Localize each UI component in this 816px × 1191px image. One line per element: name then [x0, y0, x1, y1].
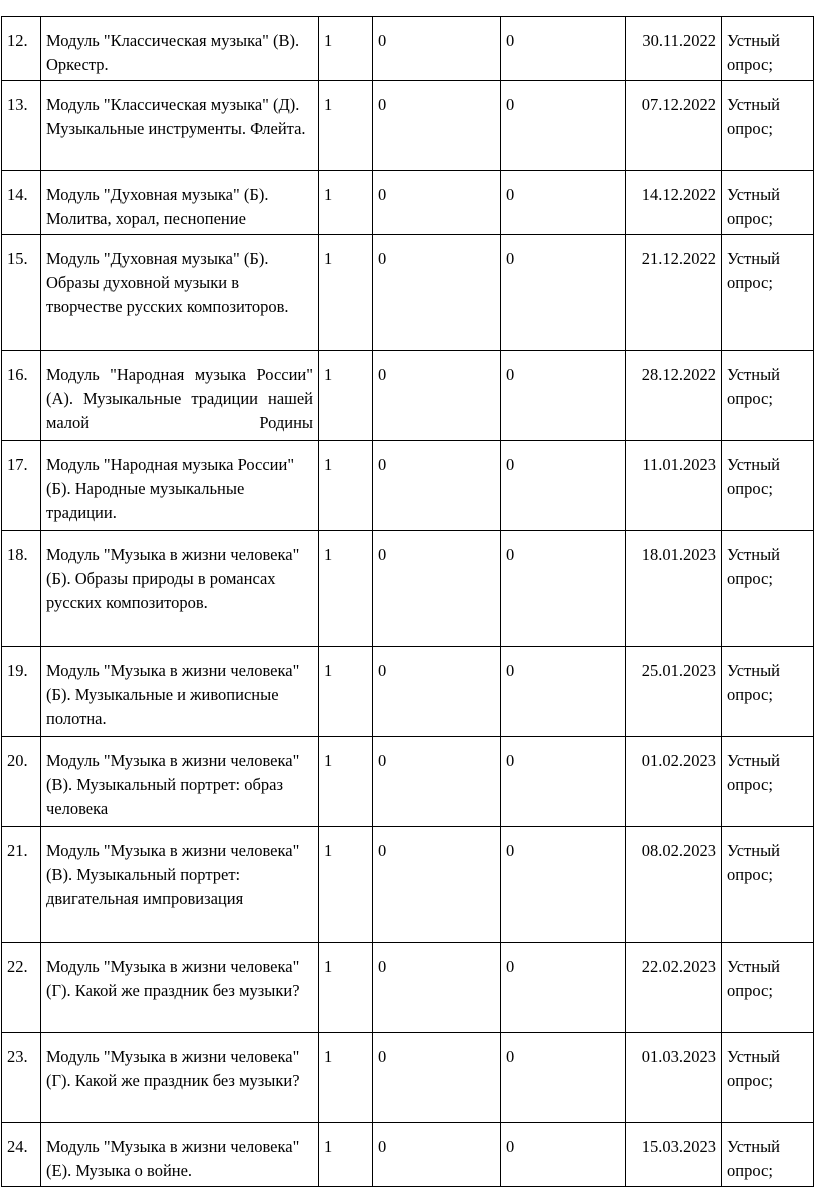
hours-control: 0: [373, 1033, 501, 1123]
control-form: Устный опрос;: [722, 441, 814, 531]
lesson-date: 21.12.2022: [626, 235, 722, 351]
hours-total: 1: [319, 171, 373, 235]
row-number: 14.: [2, 171, 41, 235]
table-row: [2, 827, 814, 943]
lesson-date: 01.03.2023: [626, 1033, 722, 1123]
table-row: [2, 351, 814, 441]
lesson-topic: Модуль "Музыка в жизни человека" (В). Музыкальный портрет: двигательная импровизация: [41, 827, 319, 943]
hours-control: 0: [373, 17, 501, 81]
hours-total: 1: [319, 441, 373, 531]
row-number: 19.: [2, 647, 41, 737]
table-row: [2, 81, 814, 171]
lesson-date: 15.03.2023: [626, 1123, 722, 1187]
hours-total: 1: [319, 351, 373, 441]
hours-total: 1: [319, 531, 373, 647]
lesson-topic: Модуль "Духовная музыка" (Б). Молитва, хорал, песнопение: [41, 171, 319, 235]
hours-total: 1: [319, 17, 373, 81]
lesson-topic: Модуль "Музыка в жизни человека" (Е). Музыка о войне.: [41, 1123, 319, 1187]
hours-control: 0: [373, 81, 501, 171]
lesson-topic: Модуль "Музыка в жизни человека" (Б). Образы природы в романсах русских композиторов.: [41, 531, 319, 647]
control-form: Устный опрос;: [722, 351, 814, 441]
hours-practice: 0: [501, 17, 626, 81]
table-row: [2, 17, 814, 81]
hours-control: 0: [373, 943, 501, 1033]
hours-control: 0: [373, 737, 501, 827]
hours-total: 1: [319, 1033, 373, 1123]
lesson-topic: Модуль "Духовная музыка" (Б). Образы духовной музыки в творчестве русских композиторов.: [41, 235, 319, 351]
hours-control: 0: [373, 171, 501, 235]
lesson-date: 22.02.2023: [626, 943, 722, 1033]
hours-control: 0: [373, 235, 501, 351]
hours-control: 0: [373, 647, 501, 737]
table-row: [2, 1033, 814, 1123]
hours-total: 1: [319, 81, 373, 171]
control-form: Устный опрос;: [722, 235, 814, 351]
hours-practice: 0: [501, 351, 626, 441]
hours-practice: 0: [501, 737, 626, 827]
table-row: [2, 737, 814, 827]
row-number: 13.: [2, 81, 41, 171]
hours-total: 1: [319, 827, 373, 943]
row-number: 18.: [2, 531, 41, 647]
table-row: [2, 1123, 814, 1187]
table-row: [2, 171, 814, 235]
row-number: 16.: [2, 351, 41, 441]
lesson-plan-table: [1, 16, 814, 1187]
hours-practice: 0: [501, 235, 626, 351]
hours-practice: 0: [501, 81, 626, 171]
lesson-topic: Модуль "Классическая музыка" (Д). Музыкальные инструменты. Флейта.: [41, 81, 319, 171]
row-number: 15.: [2, 235, 41, 351]
control-form: Устный опрос;: [722, 1123, 814, 1187]
hours-practice: 0: [501, 1123, 626, 1187]
lesson-date: 25.01.2023: [626, 647, 722, 737]
row-number: 17.: [2, 441, 41, 531]
control-form: Устный опрос;: [722, 827, 814, 943]
lesson-date: 30.11.2022: [626, 17, 722, 81]
hours-control: 0: [373, 827, 501, 943]
hours-practice: 0: [501, 441, 626, 531]
hours-total: 1: [319, 235, 373, 351]
lesson-topic: Модуль "Музыка в жизни человека" (Г). Какой же праздник без музыки?: [41, 943, 319, 1033]
row-number: 21.: [2, 827, 41, 943]
control-form: Устный опрос;: [722, 531, 814, 647]
hours-practice: 0: [501, 647, 626, 737]
lesson-date: 18.01.2023: [626, 531, 722, 647]
control-form: Устный опрос;: [722, 647, 814, 737]
hours-control: 0: [373, 1123, 501, 1187]
lesson-topic: Модуль "Музыка в жизни человека" (Г). Какой же праздник без музыки?: [41, 1033, 319, 1123]
hours-total: 1: [319, 1123, 373, 1187]
control-form: Устный опрос;: [722, 17, 814, 81]
control-form: Устный опрос;: [722, 737, 814, 827]
row-number: 24.: [2, 1123, 41, 1187]
hours-practice: 0: [501, 531, 626, 647]
row-number: 20.: [2, 737, 41, 827]
hours-control: 0: [373, 351, 501, 441]
hours-total: 1: [319, 647, 373, 737]
table-row: [2, 441, 814, 531]
lesson-topic: Модуль "Музыка в жизни человека" (В). Музыкальный портрет: образ человека: [41, 737, 319, 827]
lesson-date: 07.12.2022: [626, 81, 722, 171]
row-number: 12.: [2, 17, 41, 81]
row-number: 23.: [2, 1033, 41, 1123]
control-form: Устный опрос;: [722, 943, 814, 1033]
control-form: Устный опрос;: [722, 1033, 814, 1123]
row-number: 22.: [2, 943, 41, 1033]
hours-practice: 0: [501, 1033, 626, 1123]
hours-practice: 0: [501, 171, 626, 235]
control-form: Устный опрос;: [722, 171, 814, 235]
table-row: [2, 531, 814, 647]
hours-total: 1: [319, 943, 373, 1033]
table-row: [2, 235, 814, 351]
lesson-topic: Модуль "Народная музыка России" (А). Музыкальные традиции нашей малой Родины: [41, 351, 319, 441]
table-row: [2, 943, 814, 1033]
hours-total: 1: [319, 737, 373, 827]
lesson-topic: Модуль "Музыка в жизни человека" (Б). Музыкальные и живописные полотна.: [41, 647, 319, 737]
lesson-date: 11.01.2023: [626, 441, 722, 531]
hours-practice: 0: [501, 827, 626, 943]
lesson-date: 08.02.2023: [626, 827, 722, 943]
lesson-date: 01.02.2023: [626, 737, 722, 827]
hours-practice: 0: [501, 943, 626, 1033]
table-row: [2, 647, 814, 737]
lesson-topic: Модуль "Народная музыка России" (Б). Народные музыкальные традиции.: [41, 441, 319, 531]
lesson-topic: Модуль "Классическая музыка" (В). Оркестр.: [41, 17, 319, 81]
lesson-date: 14.12.2022: [626, 171, 722, 235]
hours-control: 0: [373, 441, 501, 531]
lesson-date: 28.12.2022: [626, 351, 722, 441]
hours-control: 0: [373, 531, 501, 647]
control-form: Устный опрос;: [722, 81, 814, 171]
